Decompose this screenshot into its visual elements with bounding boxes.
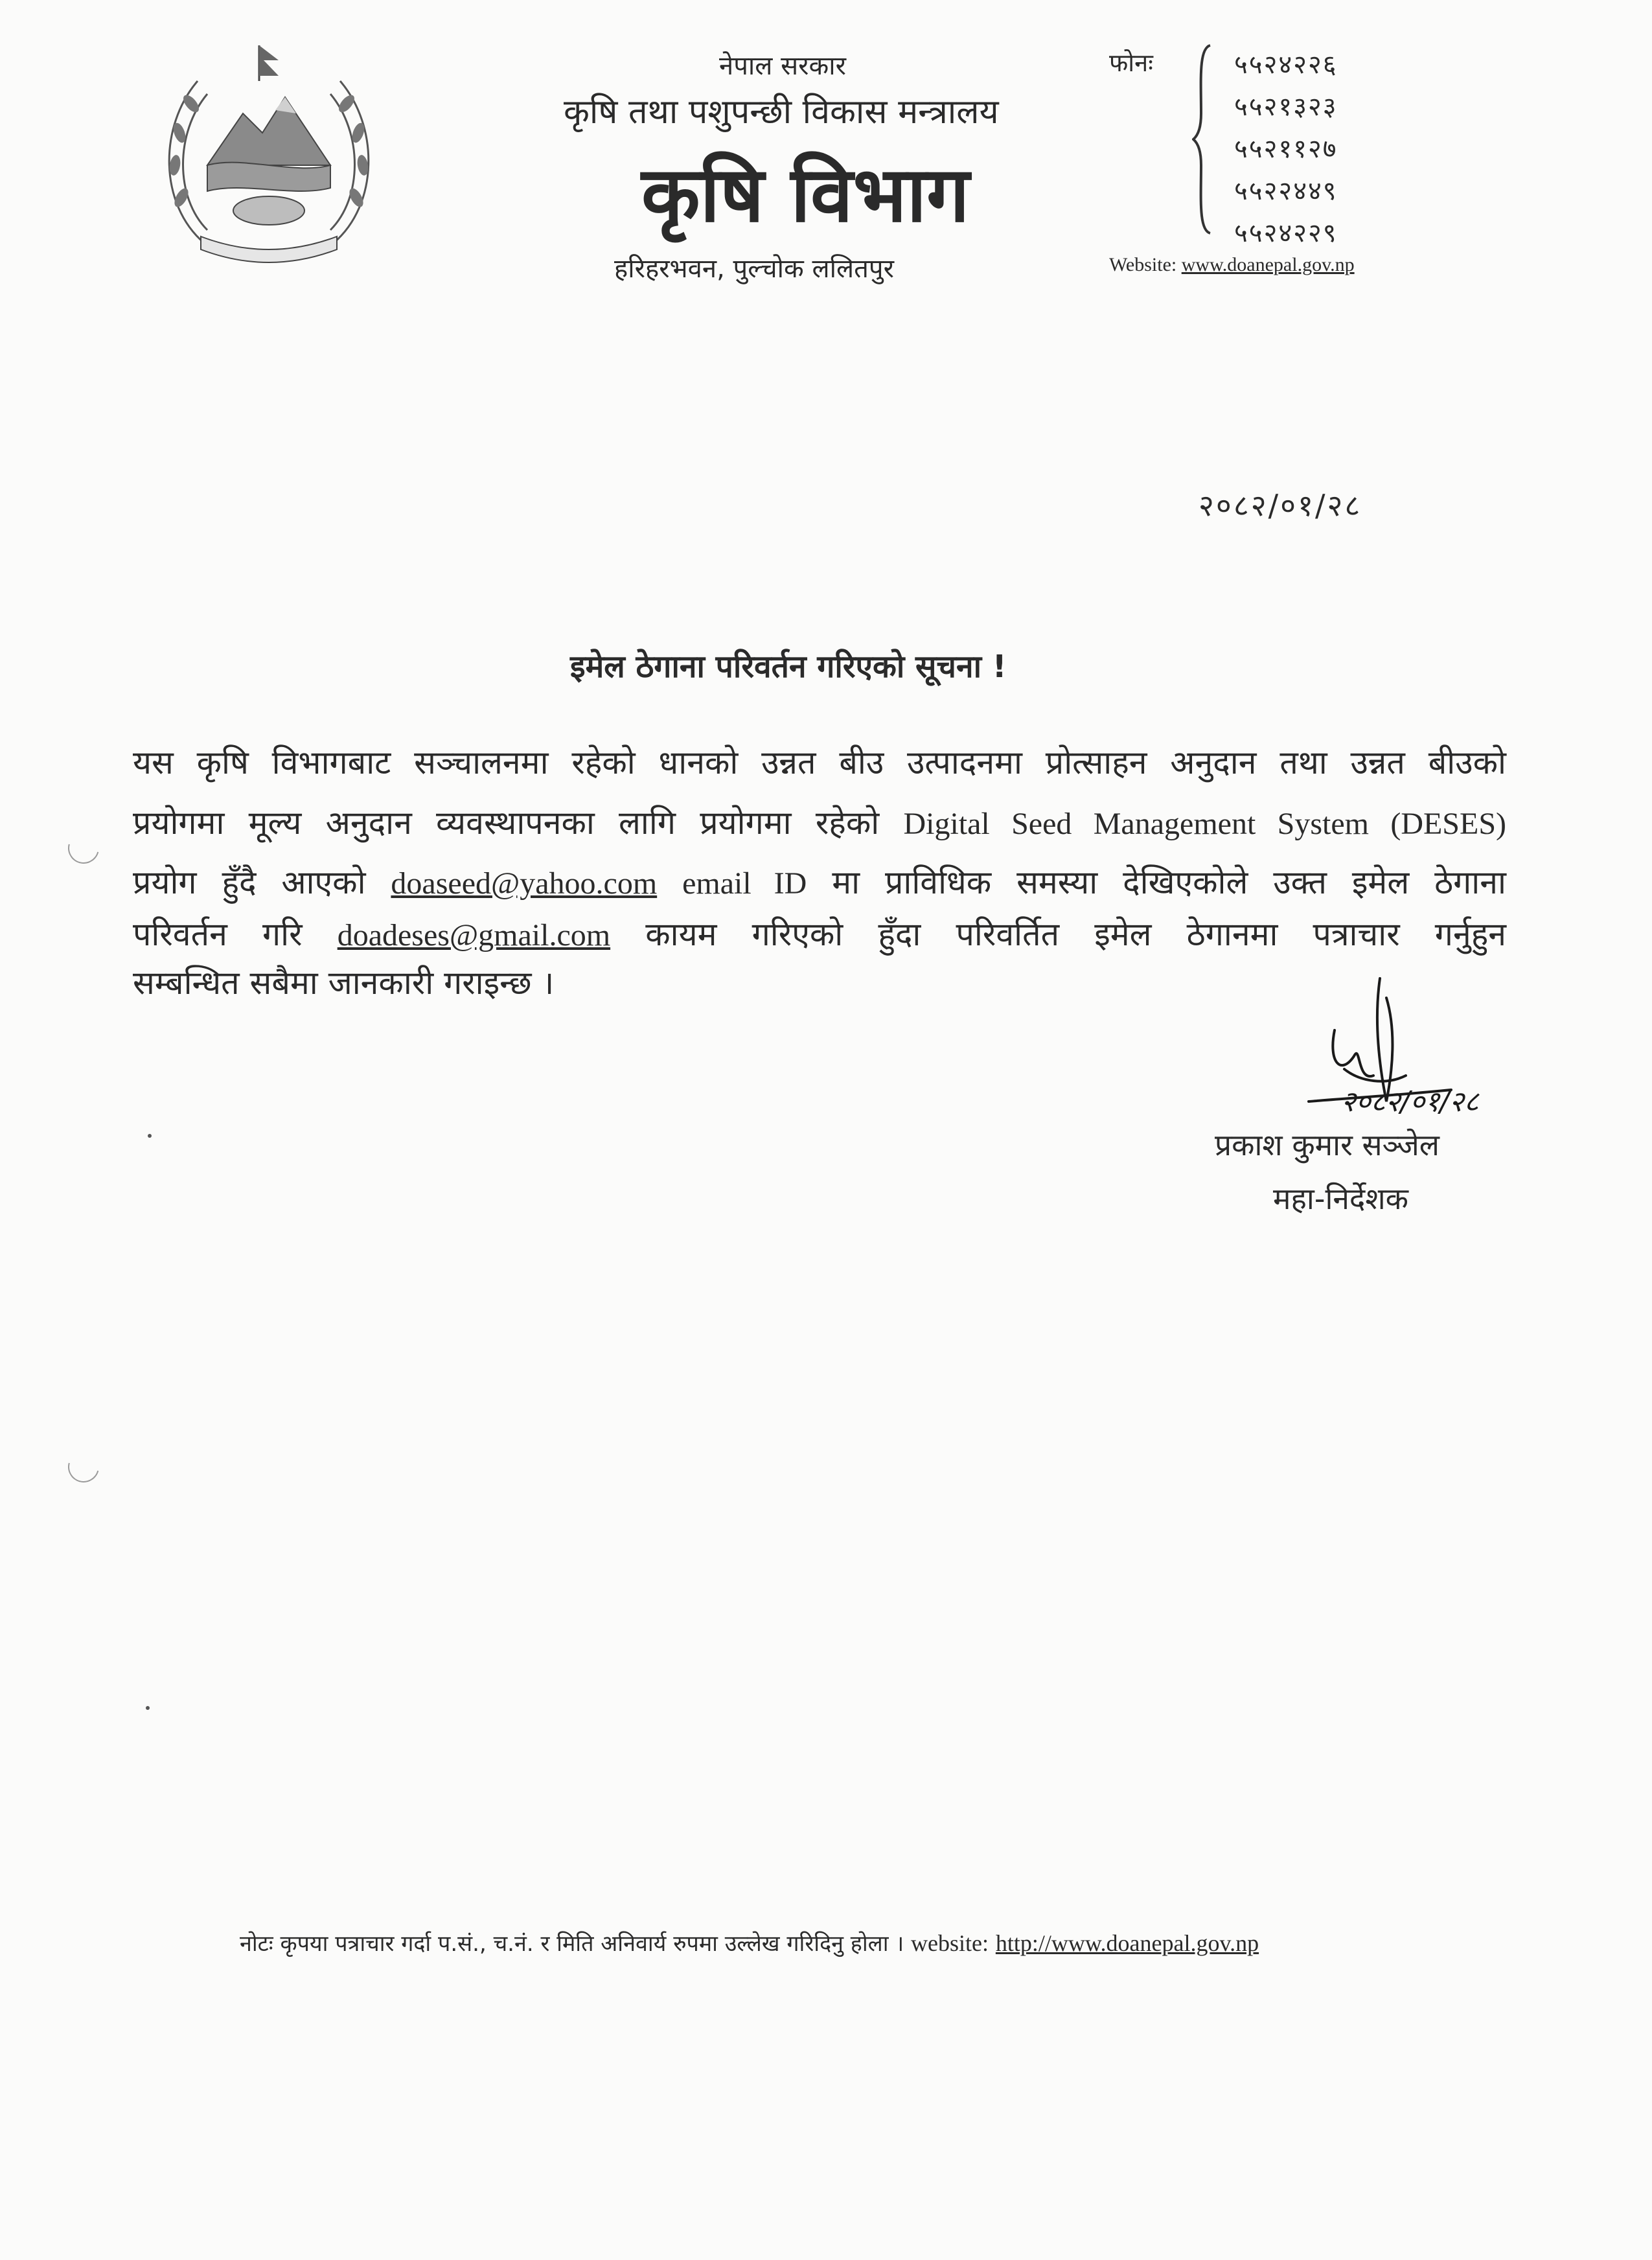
brace-graphic xyxy=(1192,42,1211,236)
new-email-link[interactable]: doadeses@gmail.com xyxy=(337,918,611,952)
phone-label: फोनः xyxy=(1109,49,1153,77)
body-text: मा प्राविधिक समस्या देखिएकोले उक्त इमेल ठेगाना xyxy=(832,864,1506,901)
letter-date: २०८२/०१/२८ xyxy=(1199,488,1362,523)
body-text: सम्बन्धित सबैमा जानकारी गराइन्छ । xyxy=(133,964,555,1002)
handwritten-signature xyxy=(1283,972,1503,1140)
old-email-link[interactable]: doaseed@yahoo.com xyxy=(391,866,658,901)
signatory-title: महा-निर्देशक xyxy=(1273,1181,1408,1216)
scan-speck xyxy=(148,1134,152,1138)
website-link[interactable]: www.doanepal.gov.np xyxy=(1181,254,1355,275)
punch-hole-mark xyxy=(62,1446,105,1488)
signatory-name: प्रकाश कुमार सञ्जेल xyxy=(1215,1127,1440,1162)
body-text: कायम गरिएको हुँदा परिवर्तित इमेल ठेगानमा पत्राचार गर्नुहुन xyxy=(645,916,1506,953)
website-label: Website: xyxy=(1109,254,1177,275)
nepal-government-emblem xyxy=(146,36,392,269)
department-address: हरिहरभवन, पुल्चोक ललितपुर xyxy=(614,254,894,284)
phone-number-2: ५५२१३२३ xyxy=(1234,92,1338,122)
body-line-1 xyxy=(133,742,1506,783)
phone-number-3: ५५२११२७ xyxy=(1234,134,1338,164)
signature-graphic xyxy=(1283,972,1503,1140)
email-id-text: email ID xyxy=(682,866,807,901)
header-website xyxy=(1109,254,1355,276)
body-text: प्रयोगमा मूल्य अनुदान व्यवस्थापनका लागि प्रयोगमा रहेको xyxy=(133,804,880,842)
body-line-4 xyxy=(133,914,1506,956)
government-name: नेपाल सरकार xyxy=(719,51,846,81)
emblem-graphic xyxy=(146,36,392,269)
body-line-2 xyxy=(133,802,1506,845)
department-name: कृषि विभाग xyxy=(641,150,970,239)
signature-date-text: २०८२/०१/२८ xyxy=(1341,1085,1479,1118)
phone-number-5: ५५२४२२९ xyxy=(1234,218,1338,248)
ministry-name: कृषि तथा पशुपन्छी विकास मन्त्रालय xyxy=(564,93,999,132)
body-line-3 xyxy=(133,862,1506,905)
phone-number-4: ५५२२४४९ xyxy=(1234,176,1338,206)
phone-brace xyxy=(1192,42,1211,236)
footer-website-link[interactable]: http://www.doanepal.gov.np xyxy=(995,1930,1259,1956)
letter-subject: इमेल ठेगाना परिवर्तन गरिएको सूचना ! xyxy=(570,649,1007,685)
body-text: यस कृषि विभागबाट सञ्चालनमा रहेको धानको उन्नत बीउ उत्पादनमा प्रोत्साहन अनुदान तथा उन्नत बीउको xyxy=(133,744,1506,781)
system-name: Digital Seed Management System (DESES) xyxy=(903,807,1506,841)
phone-number-1: ५५२४२२६ xyxy=(1234,50,1338,80)
footer-note xyxy=(240,1928,1259,1957)
footer-note-text: नोटः कृपया पत्राचार गर्दा प.सं., च.नं. र मिति अनिवार्य रुपमा उल्लेख गरिदिनु होला । xyxy=(240,1931,904,1957)
scan-speck xyxy=(146,1706,150,1710)
body-text: परिवर्तन गरि xyxy=(133,916,303,953)
footer-website-label: website: xyxy=(911,1930,989,1956)
body-text: प्रयोग हुँदै आएको xyxy=(133,864,366,901)
punch-hole-mark xyxy=(62,827,105,870)
